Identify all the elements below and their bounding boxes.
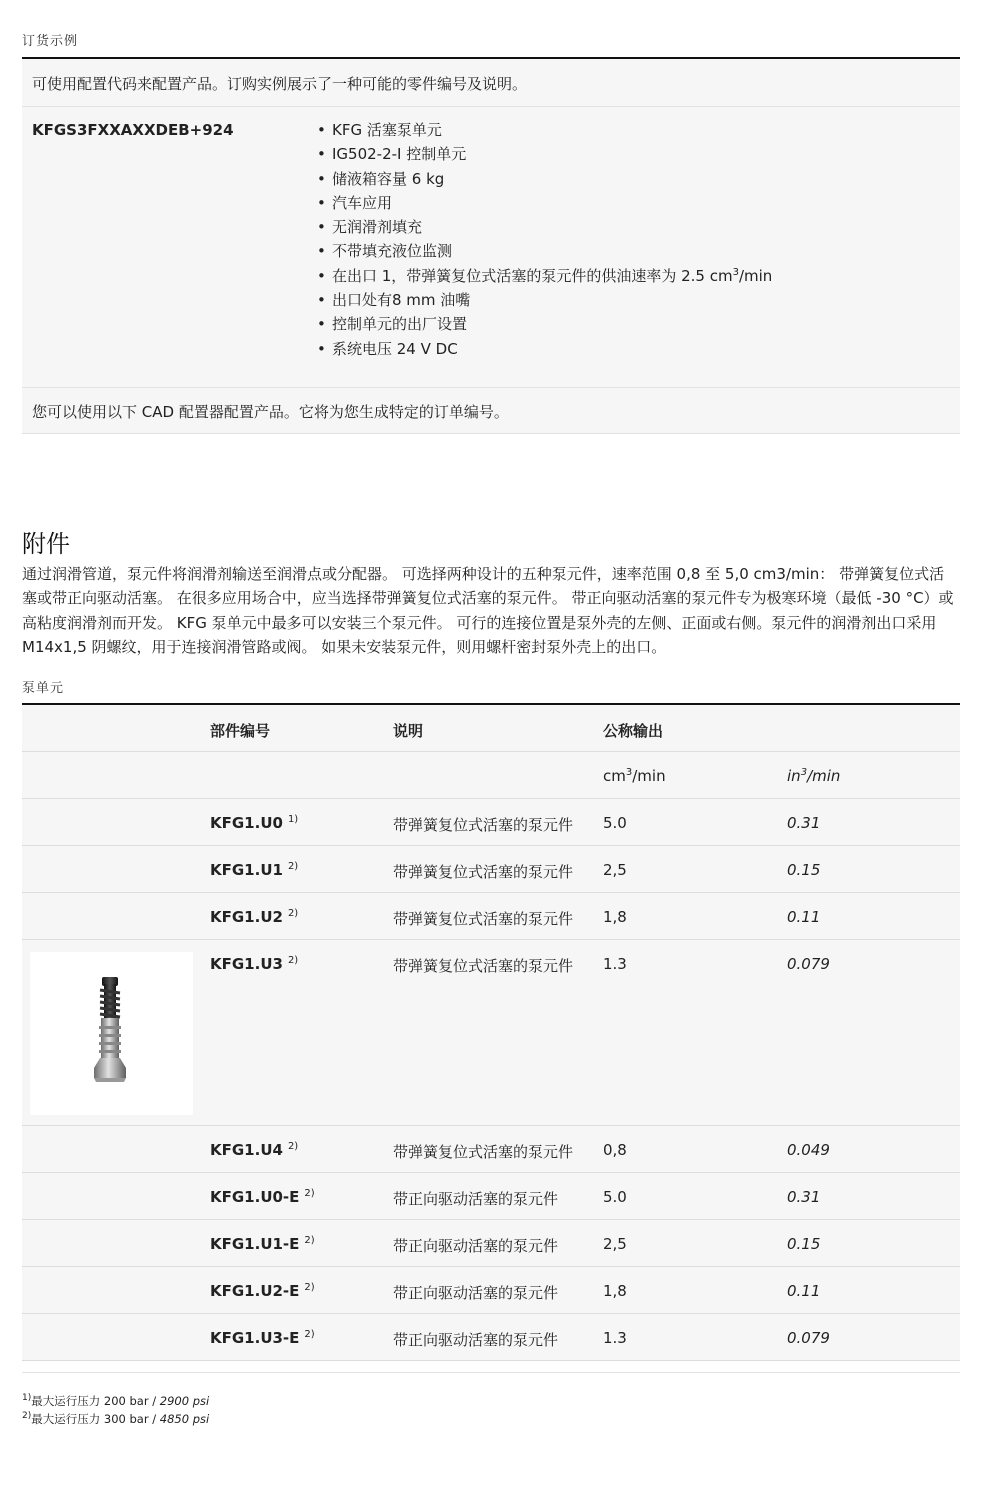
output-cm3-min: 1,8 — [603, 1282, 627, 1300]
footnote-ref: 2) — [304, 1329, 315, 1340]
cad-configurator-text: 您可以使用以下 CAD 配置器配置产品。它将为您生成特定的订单编号。 — [22, 388, 960, 434]
part-number: KFG1.U0-E $^{2)}$ — [210, 1188, 315, 1206]
part-description: 带弹簧复位式活塞的泵元件 — [393, 957, 574, 975]
footnote-ref: 2) — [304, 1235, 315, 1246]
header-part-number: 部件编号 — [210, 722, 271, 740]
output-in3-min: 0.15 — [787, 861, 821, 879]
order-example-caption: 订货示例 — [22, 34, 79, 49]
output-cm3-min: 5.0 — [603, 1188, 627, 1206]
part-description: 带弹簧复位式活塞的泵元件 — [393, 863, 574, 881]
output-in3-min: 0.079 — [787, 1329, 830, 1347]
output-in3-min: 0.079 — [787, 955, 830, 973]
table-row — [22, 1267, 960, 1314]
table-end-divider — [22, 1372, 960, 1373]
output-in3-min: 0.11 — [787, 908, 821, 926]
order-feature-item: • 控制单元的出厂设置 — [317, 312, 772, 336]
table-header-row — [22, 705, 960, 752]
unit-cm3-per-min: $cm^3/\min$ — [603, 767, 666, 785]
footnote-2: $^{2)}$最大运行压力 300 bar / 4850 psi — [22, 1411, 210, 1426]
output-in3-min: 0.049 — [787, 1141, 830, 1159]
footnote-ref: 2) — [287, 955, 299, 966]
footnote-1: $^{1)}$最大运行压力 200 bar / 2900 psi — [22, 1393, 210, 1408]
part-number: KFG1.U1-E $^{2)}$ — [210, 1235, 315, 1253]
part-number: KFG1.U3 $^{2)}$ — [210, 955, 299, 973]
footnote-ref: 2) — [287, 861, 299, 872]
table-row — [22, 799, 960, 846]
order-feature-item: • 不带填充液位监测 — [317, 239, 772, 263]
table-body — [22, 799, 960, 1361]
table-row — [22, 1314, 960, 1361]
table-row — [22, 846, 960, 893]
unit-in3-per-min: $in^3/\min$ — [787, 767, 841, 785]
table-row — [22, 940, 960, 1126]
part-description: 带弹簧复位式活塞的泵元件 — [393, 816, 574, 834]
table-row — [22, 893, 960, 940]
header-nominal-output: 公称输出 — [603, 722, 664, 740]
footnote-ref: 1) — [287, 814, 299, 825]
order-feature-item: • 储液箱容量 6 kg — [317, 167, 772, 191]
table-row — [22, 1220, 960, 1267]
part-number: KFG1.U4 $^{2)}$ — [210, 1141, 299, 1159]
order-example-box — [22, 57, 960, 434]
output-in3-min: 0.11 — [787, 1282, 821, 1300]
footnote-ref: 2) — [304, 1282, 315, 1293]
output-in3-min: 0.31 — [787, 814, 821, 832]
output-cm3-min: 0,8 — [603, 1141, 627, 1159]
part-description: 带正向驱动活塞的泵元件 — [393, 1237, 559, 1255]
pump-unit-caption: 泵单元 — [22, 681, 65, 696]
pump-element-image — [30, 952, 193, 1115]
output-cm3-min: 5.0 — [603, 814, 627, 832]
part-description: 带弹簧复位式活塞的泵元件 — [393, 1143, 574, 1161]
part-number: KFG1.U3-E $^{2)}$ — [210, 1329, 315, 1347]
output-cm3-min: 1.3 — [603, 955, 627, 973]
accessories-description: 通过润滑管道，泵元件将润滑剂输送至润滑点或分配器。 可选择两种设计的五种泵元件，速率范围 0,8 至 5,0 cm3/min： 带弹簧复位式活塞或带正向驱动活塞。 在很多应用场合中，应当选择带弹簧复位式活塞的泵元件。 带正向驱动活塞的泵元件专为极寒环境（最低 -30 °C）或高粘度润滑剂而开发。 KFG 泵单元中最多可以安装三个泵元件。 可行的连接位置是泵外壳的左侧、正面或右侧。泵元件的润滑剂出口采用 M14x1,5 阴螺纹，用于连接润滑管路或阀。 如果未安装泵元件，则用螺杆密封泵外壳上的出口。 — [22, 565, 954, 656]
order-example-body — [22, 107, 960, 388]
output-cm3-min: 1,8 — [603, 908, 627, 926]
part-description: 带正向驱动活塞的泵元件 — [393, 1284, 559, 1302]
part-number: KFG1.U1 $^{2)}$ — [210, 861, 299, 879]
output-cm3-min: 1.3 — [603, 1329, 627, 1347]
output-cm3-min: 2,5 — [603, 861, 627, 879]
output-in3-min: 0.31 — [787, 1188, 821, 1206]
order-feature-item: • 系统电压 24 V DC — [317, 337, 772, 361]
part-description: 带弹簧复位式活塞的泵元件 — [393, 910, 574, 928]
order-code: KFGS3FXXAXXDEB+924 — [32, 121, 234, 139]
order-feature-item: • 汽车应用 — [317, 191, 772, 215]
output-in3-min: 0.15 — [787, 1235, 821, 1253]
part-number: KFG1.U0 $^{1)}$ — [210, 814, 299, 832]
order-feature-item: • 出口处有8 mm 油嘴 — [317, 288, 772, 312]
table-unit-row — [22, 752, 960, 799]
part-description: 带正向驱动活塞的泵元件 — [393, 1331, 559, 1349]
table-row — [22, 1126, 960, 1173]
part-description: 带正向驱动活塞的泵元件 — [393, 1190, 559, 1208]
header-description: 说明 — [393, 722, 424, 740]
order-feature-item: • IG502-2-I 控制单元 — [317, 142, 772, 166]
output-cm3-min: 2,5 — [603, 1235, 627, 1253]
footnote-ref: 2) — [287, 908, 299, 919]
accessories-heading: 附件 — [22, 530, 70, 558]
order-feature-list — [317, 118, 772, 361]
part-number: KFG1.U2 $^{2)}$ — [210, 908, 299, 926]
part-number: KFG1.U2-E $^{2)}$ — [210, 1282, 315, 1300]
order-intro-text: 可使用配置代码来配置产品。订购实例展示了一种可能的零件编号及说明。 — [22, 59, 960, 107]
table-row — [22, 1173, 960, 1220]
pump-unit-table — [22, 703, 960, 1361]
order-feature-item: • 无润滑剂填充 — [317, 215, 772, 239]
order-feature-item: • 在出口 1，带弹簧复位式活塞的泵元件的供油速率为 2.5 $cm^3/\min$ — [317, 264, 772, 288]
order-feature-item: • KFG 活塞泵单元 — [317, 118, 772, 142]
footnote-ref: 2) — [304, 1188, 315, 1199]
pump-element-photo — [30, 952, 193, 1115]
footnote-ref: 2) — [287, 1141, 299, 1152]
